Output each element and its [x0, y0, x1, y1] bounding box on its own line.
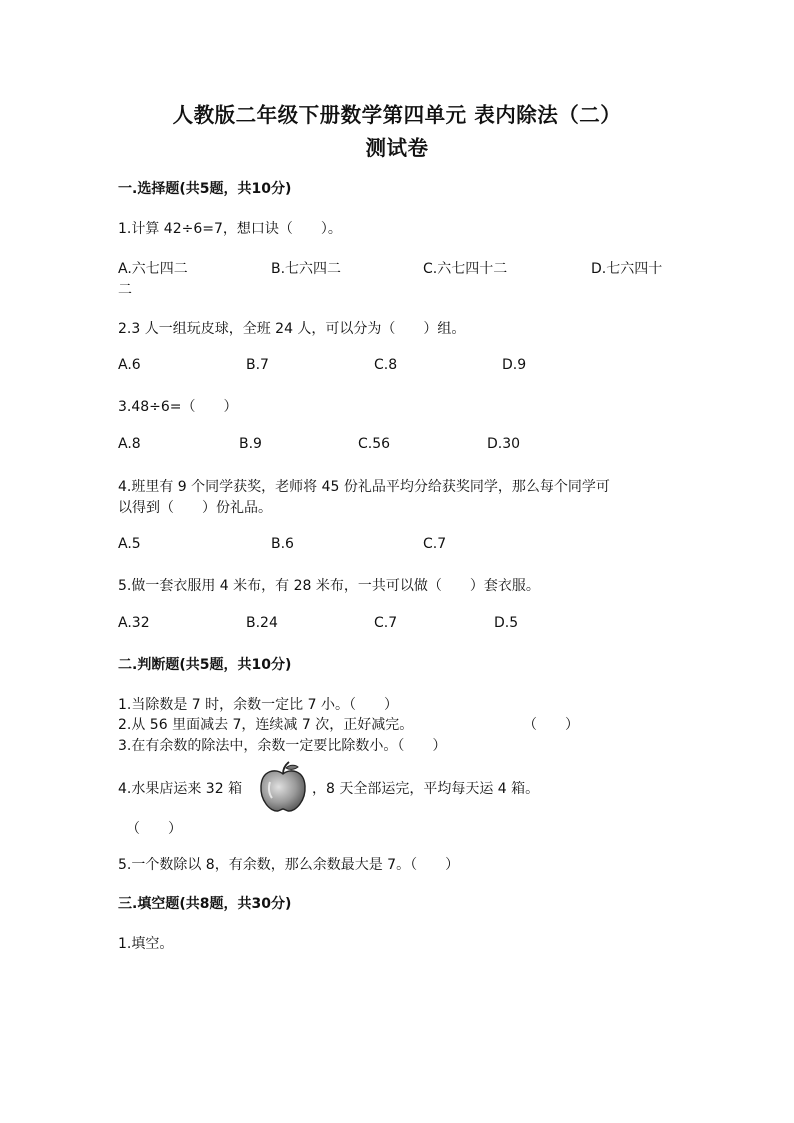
option-3a: A.8: [118, 436, 141, 452]
option-1a: A.六七四二: [118, 261, 188, 277]
judge-item-2: 2.从 56 里面减去 7，连续减 7 次，正好减完。: [118, 717, 414, 733]
option-3c: C.56: [358, 436, 391, 452]
page-title: 人教版二年级下册数学第四单元 表内除法（二）: [172, 103, 622, 127]
option-1c: C.六七四十二: [423, 261, 508, 277]
option-2a: A.6: [118, 357, 141, 373]
section-heading-fill: 三.填空题(共8题，共30分): [118, 896, 292, 912]
option-4b: B.6: [271, 536, 294, 552]
option-2c: C.8: [374, 357, 398, 373]
apple-icon: [258, 760, 308, 814]
fill-item-1: 1.填空。: [118, 936, 174, 952]
option-1b: B.七六四二: [271, 261, 342, 277]
option-2d: D.9: [502, 357, 527, 373]
option-5a: A.32: [118, 615, 150, 631]
judge-item-4-paren: （ ）: [126, 821, 182, 837]
judge-item-3: 3.在有余数的除法中，余数一定要比除数小。（ ）: [118, 738, 447, 754]
question-5: 5.做一套衣服用 4 米布，有 28 米布，一共可以做（ ）套衣服。: [118, 578, 540, 594]
option-5b: B.24: [246, 615, 278, 631]
option-4c: C.7: [423, 536, 447, 552]
option-1d: D.七六四十: [591, 261, 663, 277]
section-heading-choice: 一.选择题(共5题，共10分): [118, 181, 292, 197]
question-4-line1: 4.班里有 9 个同学获奖，老师将 45 份礼品平均分给获奖同学，那么每个同学可: [118, 479, 610, 495]
option-4a: A.5: [118, 536, 141, 552]
judge-item-1: 1.当除数是 7 时，余数一定比 7 小。（ ）: [118, 697, 398, 713]
page-subtitle: 测试卷: [365, 136, 429, 160]
option-5d: D.5: [494, 615, 519, 631]
section-heading-judge: 二.判断题(共5题，共10分): [118, 657, 292, 673]
option-1d-wrap: 二: [118, 282, 132, 298]
judge-item-5: 5.一个数除以 8，有余数，那么余数最大是 7。（ ）: [118, 857, 460, 873]
question-4-line2: 以得到（ ）份礼品。: [118, 500, 272, 516]
option-3b: B.9: [239, 436, 262, 452]
judge-item-4-part1: 4.水果店运来 32 箱: [118, 781, 243, 797]
judge-item-4-part2: ，8 天全部运完，平均每天运 4 箱。: [312, 781, 540, 797]
question-1: 1.计算 42÷6=7，想口诀（ ）。: [118, 221, 342, 237]
option-2b: B.7: [246, 357, 269, 373]
question-3: 3.48÷6=（ ）: [118, 399, 238, 415]
question-2: 2.3 人一组玩皮球，全班 24 人，可以分为（ ）组。: [118, 321, 466, 337]
option-5c: C.7: [374, 615, 398, 631]
judge-item-2-paren: （ ）: [523, 717, 579, 733]
option-3d: D.30: [487, 436, 521, 452]
